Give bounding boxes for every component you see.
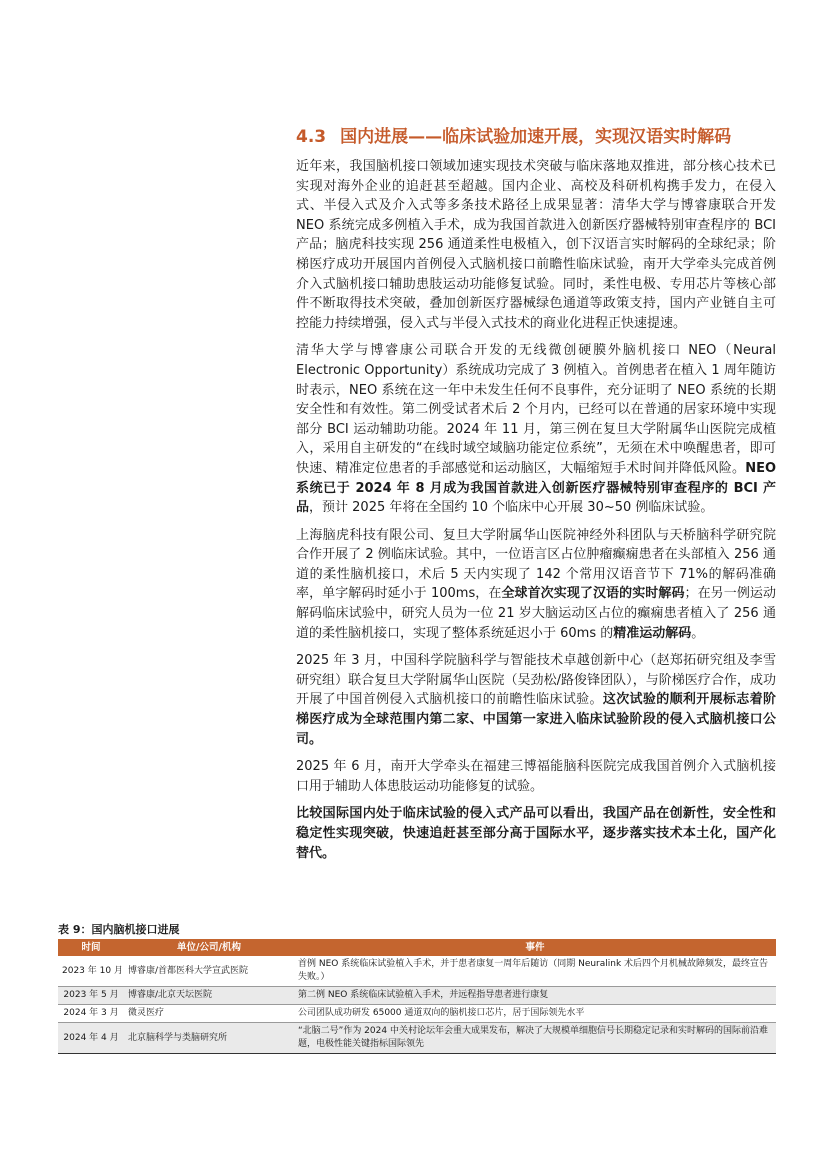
bold-text-run: 精准运动解码 xyxy=(613,625,692,641)
cell-time: 2024 年 4 月 xyxy=(58,1023,124,1054)
table-header-row xyxy=(58,939,776,956)
body-text-column xyxy=(296,157,776,871)
header-time: 时间 xyxy=(58,939,124,956)
table-caption: 表 9：国内脑机接口进展 xyxy=(58,923,180,936)
header-org: 单位/公司/机构 xyxy=(124,939,294,956)
section-title xyxy=(296,122,780,152)
paragraph xyxy=(296,651,776,749)
text-run: ；在另一例运动解码临床试验中，研究人员为一位 21 岁大脑运动区占位的癫痫患者植入了 256 通道的柔性脑机接口，实现了整体系统延迟小于 60ms 的 xyxy=(296,586,776,641)
text-run: ，预计 2025 年将在全国约 10 个临床中心开展 30~50 例临床试验。 xyxy=(309,500,714,516)
domestic-bci-progress-table xyxy=(58,939,776,1054)
cell-org: 微灵医疗 xyxy=(124,1005,294,1023)
text-run: 2025 年 3 月，中国科学院脑科学与智能技术卓越创新中心（赵郑拓研究组及李雪研究组）联合复旦大学附属华山医院（吴劲松/路俊锋团队），与阶梯医疗合作，成功开展了中国首例侵入式脑机接口的前瞻性临床试验。 xyxy=(296,653,776,708)
text-run: 上海脑虎科技有限公司、复旦大学附属华山医院神经外科团队与天桥脑科学研究院合作开展了 2 例临床试验。其中，一位语言区占位肿瘤癫痫患者在头部植入 256 通道的柔性脑机接口，术后 5 天内实现了 142 个常用汉语音节下 71%的解码准确率，单字解码时延小于 100ms，在 xyxy=(296,527,776,602)
table-body xyxy=(58,956,776,1054)
text-run: 。 xyxy=(691,625,705,641)
text-run: 2025 年 6 月，南开大学牵头在福建三博福能脑科医院完成我国首例介入式脑机接口用于辅助人体患肢运动功能修复的试验。 xyxy=(296,759,776,794)
paragraph xyxy=(296,526,776,644)
cell-time: 2023 年 10 月 xyxy=(58,956,124,987)
table-row xyxy=(58,956,776,987)
text-run: 近年来，我国脑机接口领域加速实现技术突破与临床落地双推进，部分核心技术已实现对海外企业的追赶甚至超越。国内企业、高校及科研机构携手发力，在侵入式、半侵入式及介入式等多条技术路径上成果显著：清华大学与博睿康联合开发 NEO 系统完成多例植入手术，成为我国首款进入创新医疗器械特别审查程序的 BCI 产品；脑虎科技实现 256 通道柔性电极植入，创下汉语言实时解码的全球纪录；阶梯医疗成功开展国内首例侵入式脑机接口前瞻性临床试验，南开大学牵头完成首例介入式脑机接口辅助患肢运动功能修复试验。同时，柔性电极、专用芯片等核心部件不断取得技术突破，叠加创新医疗器械绿色通道等政策支持，国内产业链自主可控能力持续增强，侵入式与半侵入式技术的商业化进程正快速提速。 xyxy=(296,159,776,331)
cell-org: 博睿康/首都医科大学宣武医院 xyxy=(124,956,294,987)
paragraph xyxy=(296,804,776,863)
paragraph xyxy=(296,341,776,517)
paragraph xyxy=(296,157,776,333)
bold-text-run: 比较国际国内处于临床试验的侵入式产品可以看出，我国产品在创新性，安全性和稳定性实现突破，快速追赶甚至部分高于国际水平，逐步落实技术本土化，国产化替代。 xyxy=(296,806,776,861)
bold-text-run: 这次试验的顺利开展标志着阶梯医疗成为全球范围内第二家、中国第一家进入临床试验阶段的侵入式脑机接口公司。 xyxy=(296,692,776,747)
paragraph xyxy=(296,757,776,796)
bold-text-run: NEO 系统已于 2024 年 8 月成为我国首款进入创新医疗器械特别审查程序的 BCI 产品 xyxy=(296,460,776,516)
header-event: 事件 xyxy=(294,939,776,956)
section-title-text: 国内进展——临床试验加速开展，实现汉语实时解码 xyxy=(340,127,732,147)
table-row xyxy=(58,1023,776,1054)
cell-event: 第二例 NEO 系统临床试验植入手术，并远程指导患者进行康复 xyxy=(294,987,776,1005)
cell-event: 公司团队成功研发 65000 通道双向的脑机接口芯片，居于国际领先水平 xyxy=(294,1005,776,1023)
cell-event: 首例 NEO 系统临床试验植入手术，并于患者康复一周年后随访（同期 Neuralink 术后四个月机械故障频发，最终宣告失败。） xyxy=(294,956,776,987)
table-row xyxy=(58,987,776,1005)
text-run: 清华大学与博睿康公司联合开发的无线微创硬膜外脑机接口 NEO（Neural Electronic Opportunity）系统成功完成了 3 例植入。首例患者在植入 1 周年随访时表示，NEO 系统在这一年中未发生任何不良事件，充分证明了 NEO 系统的长期安全性和有效性。第二例受试者术后 2 个月内，已经可以在普通的居家环境中实现部分 BCI 运动辅助功能。2024 年 11 月，第三例在复旦大学附属华山医院完成植入，采用自主研发的“在线时域空域脑功能定位系统”，无须在术中唤醒患者，即可快速、精准定位患者的手部感觉和运动脑区，大幅缩短手术时间并降低风险。 xyxy=(296,343,776,476)
section-number: 4.3 xyxy=(296,127,327,147)
table-row xyxy=(58,1005,776,1023)
cell-time: 2023 年 5 月 xyxy=(58,987,124,1005)
cell-event: “北脑二号”作为 2024 中关村论坛年会重大成果发布，解决了大规模单细胞信号长期稳定记录和实时解码的国际前沿难题，电极性能关键指标国际领先 xyxy=(294,1023,776,1054)
bold-text-run: 全球首次实现了汉语的实时解码 xyxy=(501,586,685,602)
cell-time: 2024 年 3 月 xyxy=(58,1005,124,1023)
cell-org: 博睿康/北京天坛医院 xyxy=(124,987,294,1005)
cell-org: 北京脑科学与类脑研究所 xyxy=(124,1023,294,1054)
